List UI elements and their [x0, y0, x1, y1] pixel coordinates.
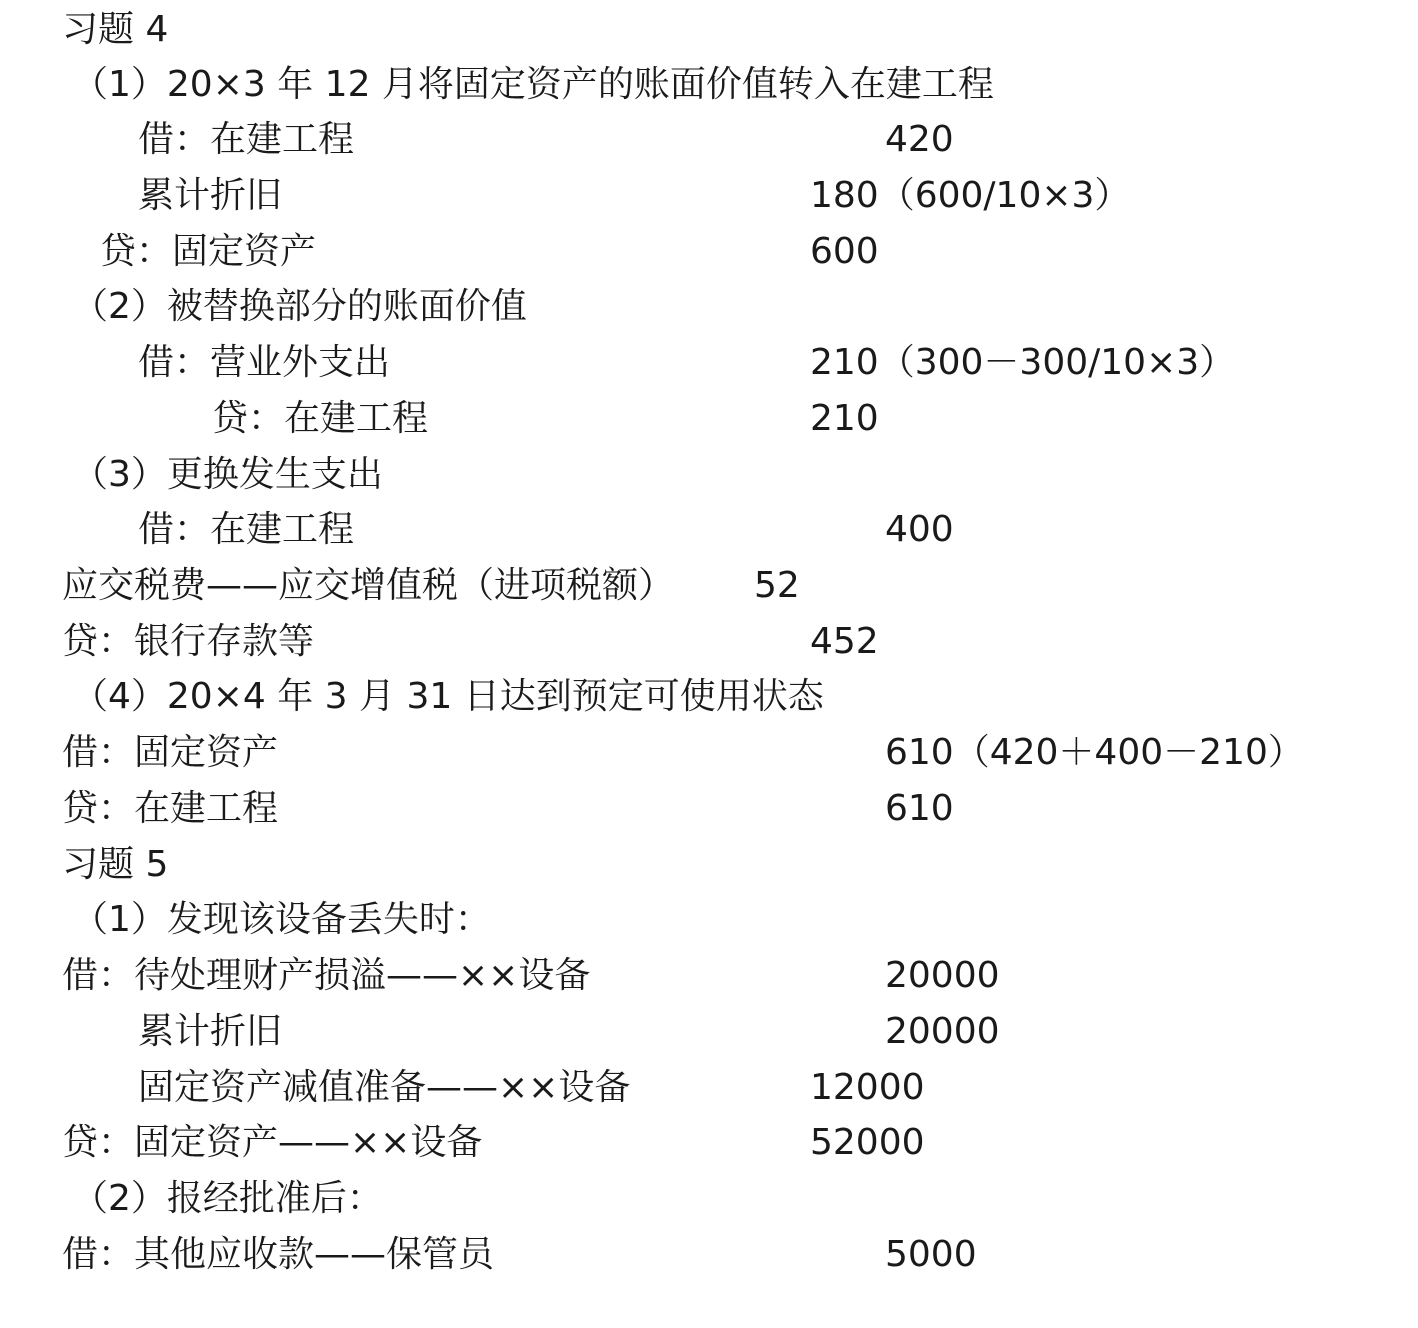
ex5-step-1-debit-2-amount: 20000 — [885, 1011, 1000, 1052]
ex4-step-1-debit-2-amount: 180（600/10×3） — [810, 175, 1131, 216]
ex5-step-2-debit: 借：其他应收款——保管员 — [62, 1234, 495, 1275]
ex4-step-2-credit-amount: 210 — [810, 398, 879, 439]
ex4-step-4-debit: 借：固定资产 — [62, 732, 279, 773]
ex5-step-1-debit-3: 固定资产减值准备——××设备 — [138, 1067, 631, 1108]
ex4-step-1-debit-2: 累计折旧 — [138, 175, 283, 216]
ex4-step-2-credit: 贷：在建工程 — [212, 398, 429, 439]
ex4-step-3-debit-amount: 400 — [885, 509, 954, 550]
ex5-step-1-debit-amount: 20000 — [885, 955, 1000, 996]
ex5-step-1-debit-3-amount: 12000 — [810, 1067, 925, 1108]
ex4-step-2-heading: （2）被替换部分的账面价值 — [72, 286, 527, 327]
ex4-step-4-credit: 贷：在建工程 — [62, 788, 279, 829]
ex5-step-1-credit-amount: 52000 — [810, 1122, 925, 1163]
ex4-step-3-heading: （3）更换发生支出 — [72, 454, 383, 495]
ex4-step-1-debit: 借：在建工程 — [138, 119, 355, 160]
ex4-step-2-debit: 借：营业外支出 — [138, 342, 391, 383]
ex4-step-3-tax: 应交税费——应交增值税（进项税额） — [62, 565, 675, 606]
ex4-step-1-heading: （1）20×3 年 12 月将固定资产的账面价值转入在建工程 — [72, 64, 994, 105]
ex5-step-2-heading: （2）报经批准后： — [72, 1178, 383, 1219]
ex4-step-4-heading: （4）20×4 年 3 月 31 日达到预定可使用状态 — [72, 676, 824, 717]
ex4-step-4-credit-amount: 610 — [885, 788, 954, 829]
ex4-step-1-credit-amount: 600 — [810, 231, 879, 272]
exercise-5-title: 习题 5 — [62, 844, 169, 885]
ex5-step-1-debit-2: 累计折旧 — [138, 1011, 283, 1052]
ex4-step-3-tax-amount: 52 — [754, 565, 800, 606]
ex4-step-3-credit: 贷：银行存款等 — [62, 621, 315, 662]
ex5-step-1-credit: 贷：固定资产——××设备 — [62, 1122, 483, 1163]
ex4-step-2-debit-amount: 210（300－300/10×3） — [810, 342, 1236, 383]
exercise-4-title: 习题 4 — [62, 9, 169, 50]
ex5-step-1-debit: 借：待处理财产损溢——××设备 — [62, 955, 591, 996]
ex4-step-3-credit-amount: 452 — [810, 621, 879, 662]
ex5-step-1-heading: （1）发现该设备丢失时： — [72, 899, 491, 940]
ex4-step-3-debit: 借：在建工程 — [138, 509, 355, 550]
ex4-step-1-debit-amount: 420 — [885, 119, 954, 160]
ex4-step-4-debit-amount: 610（420＋400－210） — [885, 732, 1304, 773]
ex5-step-2-debit-amount: 5000 — [885, 1234, 977, 1275]
ex4-step-1-credit: 贷：固定资产 — [100, 231, 317, 272]
